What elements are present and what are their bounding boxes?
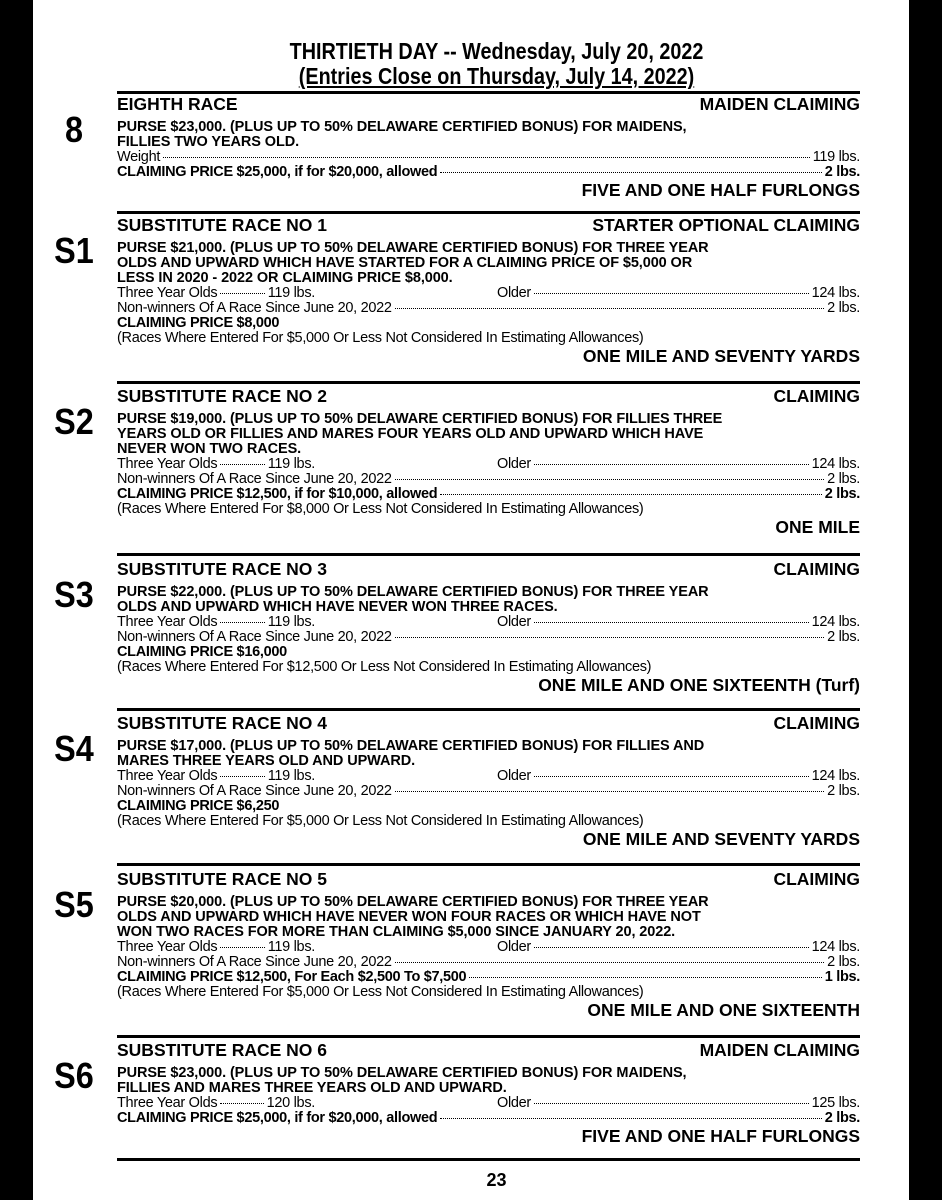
race-type: CLAIMING [773,386,860,406]
race-distance: ONE MILE AND ONE SIXTEENTH (Turf) [538,675,860,695]
three-year-olds-weight: 120 lbs. [266,1095,315,1111]
nonwinners-label: Non-winners Of A Race Since June 20, 2022 [117,954,392,970]
race-conditions: PURSE $22,000. (PLUS UP TO 50% DELAWARE CERTIFIED BONUS) FOR THREE YEAR OLDS AND UPWARD WHICH HAVE NEVER WON THREE RACES. [117,584,709,615]
page-header [118,38,875,88]
three-year-olds-label: Three Year Olds [117,285,218,301]
three-year-olds-weight: 119 lbs. [267,456,315,472]
older-weight: 124 lbs. [811,939,860,955]
race-name: SUBSTITUTE RACE NO 4 [117,713,328,733]
divider [117,1035,860,1038]
claiming-price: CLAIMING PRICE $6,250 [117,798,280,814]
older-label: Older [497,768,531,784]
race-number: S3 [54,574,94,615]
older-weight: 124 lbs. [811,614,860,630]
race-block-s2 [54,386,860,537]
three-year-olds-label: Three Year Olds [117,614,218,630]
claiming-price: CLAIMING PRICE $8,000 [117,315,280,331]
race-distance: ONE MILE AND SEVENTY YARDS [582,829,860,849]
allowance-note: (Races Where Entered For $5,000 Or Less Not Considered In Estimating Allowances) [117,813,644,829]
day-heading: THIRTIETH DAY -- Wednesday, July 20, 2022 [289,38,704,64]
claiming-allowance: 1 lbs. [824,969,860,985]
race-number: S1 [54,230,94,271]
claiming-allowance: 2 lbs. [824,164,860,180]
older-label: Older [497,1095,531,1111]
divider [117,863,860,866]
race-type: STARTER OPTIONAL CLAIMING [592,215,860,235]
divider [117,553,860,556]
race-name: SUBSTITUTE RACE NO 1 [117,215,328,235]
race-type: CLAIMING [773,559,860,579]
claiming-allowance: 2 lbs. [824,486,860,502]
race-name: EIGHTH RACE [117,94,238,114]
race-number: S5 [54,884,94,925]
race-block-s4 [54,713,860,849]
claiming-price: CLAIMING PRICE $16,000 [117,644,287,660]
race-distance: ONE MILE AND SEVENTY YARDS [582,346,860,366]
older-label: Older [497,285,531,301]
race-name: SUBSTITUTE RACE NO 3 [117,559,328,579]
older-weight: 124 lbs. [811,285,860,301]
race-number: S4 [54,728,94,769]
entries-close-heading: (Entries Close on Thursday, July 14, 2022) [298,63,695,89]
condition-book-page [33,0,909,1200]
divider [117,381,860,384]
race-conditions: PURSE $17,000. (PLUS UP TO 50% DELAWARE CERTIFIED BONUS) FOR FILLIES AND MARES THREE YEARS OLD AND UPWARD. [117,738,705,769]
nonwinners-allowance: 2 lbs. [827,471,860,487]
three-year-olds-weight: 119 lbs. [267,614,315,630]
older-label: Older [497,939,531,955]
older-label: Older [497,456,531,472]
claiming-price: CLAIMING PRICE $25,000, if for $20,000, allowed [117,1110,438,1126]
race-block-s3 [54,559,860,695]
race-distance: ONE MILE AND ONE SIXTEENTH [587,1000,860,1020]
race-conditions: PURSE $20,000. (PLUS UP TO 50% DELAWARE CERTIFIED BONUS) FOR THREE YEAR OLDS AND UPWARD WHICH HAVE NEVER WON FOUR RACES OR WHICH HAVE NOT WON TWO RACES FOR MORE THAN CLAIMING $5,000 SINCE JANUARY 20, 2022. [117,894,709,940]
nonwinners-allowance: 2 lbs. [827,300,860,316]
allowance-note: (Races Where Entered For $5,000 Or Less Not Considered In Estimating Allowances) [117,984,644,1000]
nonwinners-allowance: 2 lbs. [827,954,860,970]
older-weight: 124 lbs. [811,456,860,472]
race-type: CLAIMING [773,869,860,889]
race-name: SUBSTITUTE RACE NO 5 [117,869,328,889]
race-type: CLAIMING [773,713,860,733]
race-type: MAIDEN CLAIMING [699,94,860,114]
race-block-8 [64,94,860,200]
allowance-note: (Races Where Entered For $12,500 Or Less Not Considered In Estimating Allowances) [117,659,652,675]
nonwinners-allowance: 2 lbs. [827,629,860,645]
race-block-s6 [54,1040,860,1146]
three-year-olds-weight: 119 lbs. [267,939,315,955]
older-label: Older [497,614,531,630]
race-name: SUBSTITUTE RACE NO 2 [117,386,328,406]
three-year-olds-weight: 119 lbs. [267,285,315,301]
three-year-olds-label: Three Year Olds [117,939,218,955]
three-year-olds-label: Three Year Olds [117,1095,218,1111]
older-weight: 125 lbs. [811,1095,860,1111]
race-conditions: PURSE $23,000. (PLUS UP TO 50% DELAWARE CERTIFIED BONUS) FOR MAIDENS, FILLIES AND MARES THREE YEARS OLD AND UPWARD. [117,1065,687,1096]
three-year-olds-label: Three Year Olds [117,456,218,472]
weight-label: Weight [117,149,161,165]
race-number: S6 [54,1055,94,1096]
race-conditions: PURSE $19,000. (PLUS UP TO 50% DELAWARE CERTIFIED BONUS) FOR FILLIES THREE YEARS OLD OR FILLIES AND MARES FOUR YEARS OLD AND UPWARD WHICH HAVE NEVER WON TWO RACES. [117,411,723,457]
divider [117,708,860,711]
weight-value: 119 lbs. [812,149,860,165]
nonwinners-label: Non-winners Of A Race Since June 20, 2022 [117,300,392,316]
race-number: S2 [54,401,94,442]
race-number: 8 [64,109,84,150]
race-type: MAIDEN CLAIMING [699,1040,860,1060]
older-weight: 124 lbs. [811,768,860,784]
claiming-allowance: 2 lbs. [824,1110,860,1126]
race-distance: ONE MILE [775,517,860,537]
race-distance: FIVE AND ONE HALF FURLONGS [581,180,860,200]
nonwinners-label: Non-winners Of A Race Since June 20, 2022 [117,471,392,487]
race-block-s5 [54,869,860,1020]
claiming-price: CLAIMING PRICE $12,500, For Each $2,500 To $7,500 [117,969,467,985]
race-block-s1 [54,215,860,366]
three-year-olds-weight: 119 lbs. [267,768,315,784]
divider [117,211,860,214]
divider [117,1158,860,1161]
three-year-olds-label: Three Year Olds [117,768,218,784]
claiming-price: CLAIMING PRICE $25,000, if for $20,000, allowed [117,164,438,180]
race-distance: FIVE AND ONE HALF FURLONGS [581,1126,860,1146]
allowance-note: (Races Where Entered For $5,000 Or Less Not Considered In Estimating Allowances) [117,330,644,346]
nonwinners-label: Non-winners Of A Race Since June 20, 2022 [117,783,392,799]
nonwinners-allowance: 2 lbs. [827,783,860,799]
allowance-note: (Races Where Entered For $8,000 Or Less Not Considered In Estimating Allowances) [117,501,644,517]
nonwinners-label: Non-winners Of A Race Since June 20, 2022 [117,629,392,645]
race-conditions: PURSE $21,000. (PLUS UP TO 50% DELAWARE CERTIFIED BONUS) FOR THREE YEAR OLDS AND UPWARD WHICH HAVE STARTED FOR A CLAIMING PRICE OF $5,000 OR LESS IN 2020 - 2022 OR CLAIMING PRICE $8,000. [117,240,709,286]
page-number: 23 [486,1170,507,1190]
race-conditions: PURSE $23,000. (PLUS UP TO 50% DELAWARE CERTIFIED BONUS) FOR MAIDENS, FILLIES TWO YEARS OLD. [117,119,687,150]
race-name: SUBSTITUTE RACE NO 6 [117,1040,328,1060]
claiming-price: CLAIMING PRICE $12,500, if for $10,000, allowed [117,486,438,502]
